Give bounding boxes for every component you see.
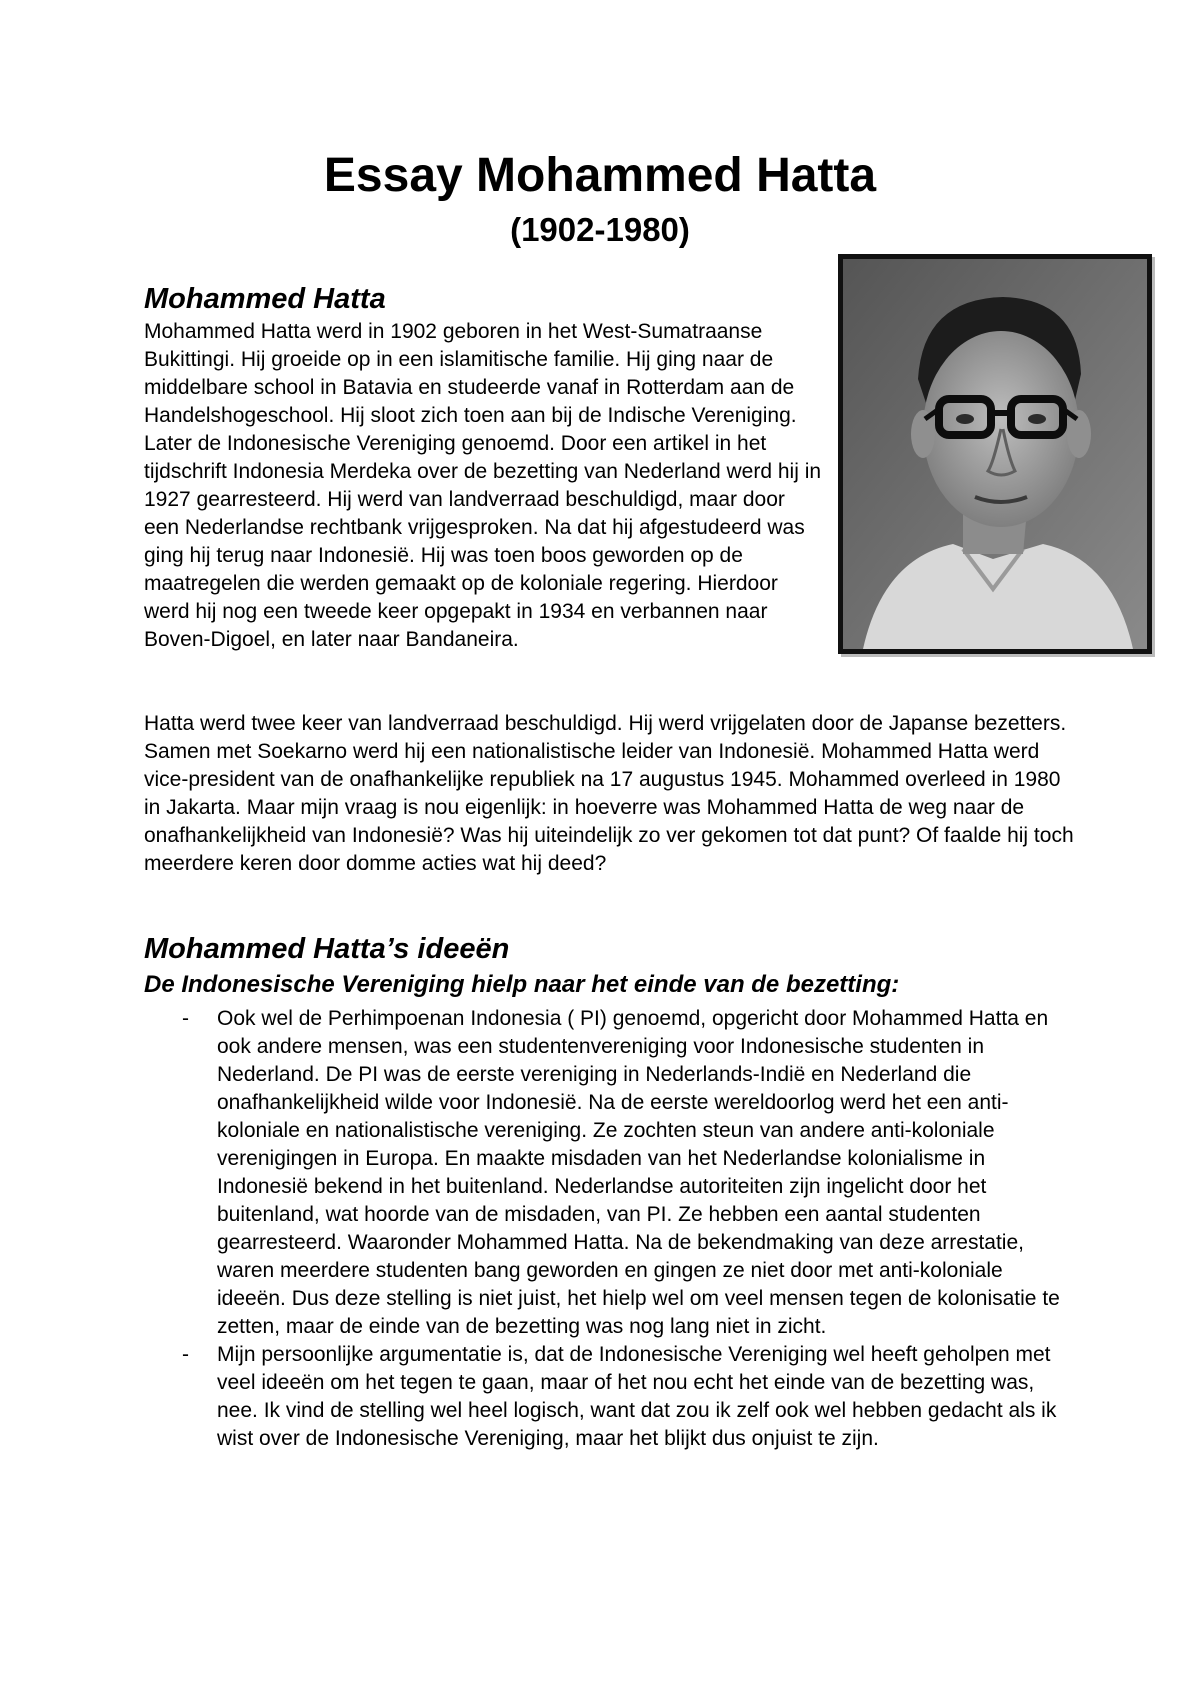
portrait-illustration [843,259,1147,649]
section-heading-ideas: Mohammed Hatta’s ideeën [144,933,510,965]
list-item-text: Mijn persoonlijke argumentatie is, dat de Indonesische Vereniging wel heeft geholpen met veel ideeën om het tegen te gaan, maar of het nou echt het einde van de bezetting was, nee. Ik vind de stelling wel heel logisch, want dat zou ik zelf ook wel hebben gedacht als ik wist over de Indonesische Vereniging, maar het blijkt dus onjuist te zijn. [217,1343,1057,1450]
biography-paragraph: Mohammed Hatta werd in 1902 geboren in het West-Sumatraanse Bukittingi. Hij groeide op in een islamitische familie. Hij ging naar de middelbare school in Batavia en studeerde vanaf in Rotterdam aan de Handelshogeschool. Hij sloot zich toen aan bij de Indische Vereniging. Later de Indonesische Vereniging genoemd. Door een artikel in het tijdschrift Indonesia Merdeka over de bezetting van Nederland werd hij in 1927 gearresteerd. Hij werd van landverraad beschuldigd, maar door een Nederlandse rechtbank vrijgesproken. Na dat hij afgestudeerd was ging hij terug naar Indonesië. Hij was toen boos geworden op de maatregelen die werden gemaakt op de koloniale regering. Hierdoor werd hij nog een tweede keer opgepakt in 1934 en verbannen naar Boven-Digoel, en later naar Bandaneira. [144,320,822,651]
document-subtitle: (1902-1980) [510,211,690,248]
list-item [144,1341,1074,1453]
statement-subheading: De Indonesische Vereniging hielp naar het einde van de bezetting: [144,971,900,998]
list-item [144,1005,1074,1341]
argument-list [144,1005,1074,1453]
question-paragraph: Hatta werd twee keer van landverraad beschuldigd. Hij werd vrijgelaten door de Japanse bezetters. Samen met Soekarno werd hij een nationalistische leider van Indonesië. Mohammed Hatta werd vice-president van de onafhankelijke republiek na 17 augustus 1945. Mohammed overleed in 1980 in Jakarta. Maar mijn vraag is nou eigenlijk: in hoeverre was Mohammed Hatta de weg naar de onafhankelijkheid van Indonesië? Was hij uiteindelijk zo ver gekomen tot dat punt? Of faalde hij toch meerdere keren door domme acties wat hij deed? [144,712,1074,875]
document-title: Essay Mohammed Hatta [323,149,877,202]
section-heading-mohammed-hatta: Mohammed Hatta [144,283,386,315]
list-item-text: Ook wel de Perhimpoenan Indonesia ( PI) genoemd, opgericht door Mohammed Hatta en ook andere mensen, was een studentenvereniging voor Indonesische studenten in Nederland. De PI was de eerste vereniging in Nederlands-Indië en Nederland die onafhankelijkheid wilde voor Indonesië. Na de eerste wereldoorlog werd het een anti-koloniale en nationalistische vereniging. Ze zochten steun van andere anti-koloniale verenigingen in Europa. En maakte misdaden van het Nederlandse kolonialisme in Indonesië bekend in het buitenland. Nederlandse autoriteiten zijn ingelicht door het buitenland, wat hoorde van de misdaden, van PI. Ze hebben een aantal studenten gearresteerd. Waaronder Mohammed Hatta. Na de bekendmaking van deze arrestatie, waren meerdere studenten bang geworden en gingen ze niet door met anti-koloniale ideeën. Dus deze stelling is niet juist, het hielp wel om veel mensen tegen de kolonisatie te zetten, maar de einde van de bezetting was nog lang niet in zicht. [217,1007,1060,1338]
portrait-photo [838,254,1152,654]
bullet-dash: - [182,1343,189,1366]
bullet-dash: - [182,1007,189,1030]
